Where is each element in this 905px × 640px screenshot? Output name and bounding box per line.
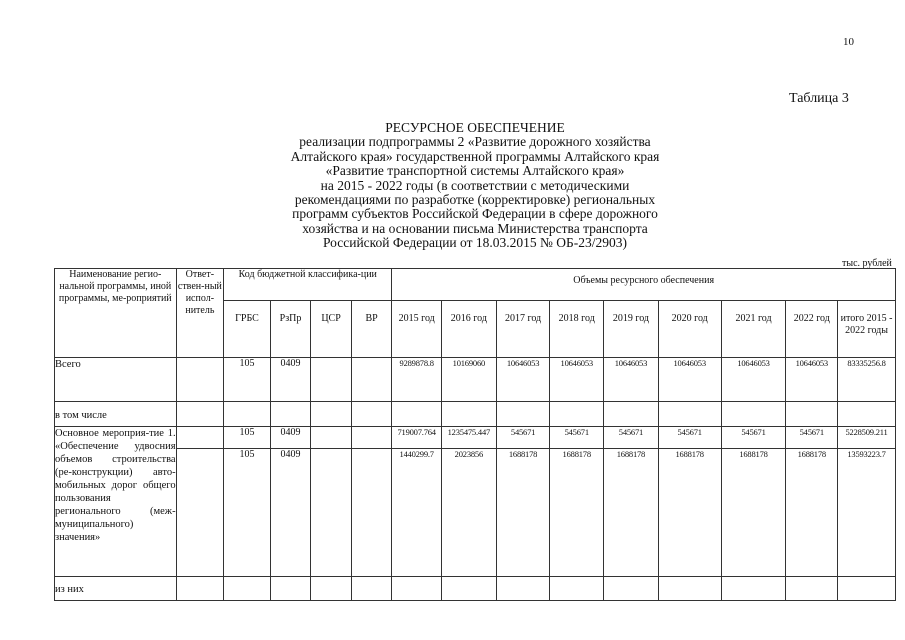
cell-2015: 1440299.7: [392, 449, 442, 577]
header-budget-code: Код бюджетной классифика-ции: [224, 269, 392, 301]
table-row: [55, 402, 896, 427]
header-year-2017: 2017 год: [496, 301, 550, 358]
cell-2020: 545671: [658, 427, 721, 449]
cell-2016: 10169060: [442, 358, 497, 402]
row-name: Всего: [55, 358, 177, 402]
row-name: из них: [55, 577, 177, 601]
header-name: Наименование регио-нальной программы, иной программы, ме-роприятий: [55, 269, 177, 358]
table-row: [55, 358, 896, 402]
cell-2016: 2023856: [442, 449, 497, 577]
cell-2022: 545671: [786, 427, 838, 449]
header-rzpr: РзПр: [270, 301, 311, 358]
row-grbs: 105: [224, 358, 271, 402]
page-number: 10: [843, 36, 854, 48]
row-rzpr: 0409: [270, 427, 311, 449]
cell-2019: 545671: [604, 427, 659, 449]
cell-2021: 10646053: [721, 358, 786, 402]
cell-2021: 545671: [721, 427, 786, 449]
cell-2016: 1235475.447: [442, 427, 497, 449]
cell-total: 83335256.8: [838, 358, 896, 402]
cell-total: 5228509.211: [838, 427, 896, 449]
row-responsible: [176, 449, 224, 577]
row-csr: [311, 358, 352, 402]
cell-total: 13593223.7: [838, 449, 896, 577]
table-row: [55, 449, 896, 577]
header-year-2021: 2021 год: [721, 301, 786, 358]
cell-2021: 1688178: [721, 449, 786, 577]
cell-2015: 9289878.8: [392, 358, 442, 402]
row-vr: [351, 449, 392, 577]
document-title: [230, 121, 720, 251]
cell-2017: 1688178: [496, 449, 550, 577]
title-line: программ субъектов Российской Федерации в сфере дорожного: [292, 206, 658, 222]
row-csr: [311, 427, 352, 449]
header-responsible: Ответ-ствен-ный испол-нитель: [176, 269, 224, 358]
row-responsible: [176, 358, 224, 402]
header-year-2022: 2022 год: [786, 301, 838, 358]
row-name: в том числе: [55, 402, 177, 427]
cell-2020: 10646053: [658, 358, 721, 402]
title-line: Алтайского края» государственной программы Алтайского края: [290, 148, 660, 164]
table-label: Таблица 3: [789, 91, 849, 106]
header-volumes: Объемы ресурсного обеспечения: [392, 269, 896, 301]
resource-table: [54, 268, 896, 601]
row-vr: [351, 427, 392, 449]
header-year-2016: 2016 год: [442, 301, 497, 358]
header-year-2019: 2019 год: [604, 301, 659, 358]
header-vr: ВР: [351, 301, 392, 358]
row-vr: [351, 358, 392, 402]
cell-2019: 10646053: [604, 358, 659, 402]
title-line: Российской Федерации от 18.03.2015 № ОБ-23/2903): [322, 235, 627, 251]
table-row: [55, 577, 896, 601]
header-year-2018: 2018 год: [550, 301, 604, 358]
cell-2020: 1688178: [658, 449, 721, 577]
title-line: РЕСУРСНОЕ ОБЕСПЕЧЕНИЕ: [385, 120, 565, 135]
header-total: итого 2015 - 2022 годы: [838, 301, 896, 358]
header-csr: ЦСР: [311, 301, 352, 358]
cell-2017: 545671: [496, 427, 550, 449]
title-line: рекомендациями по разработке (корректировке) региональных: [294, 192, 656, 208]
title-line: «Развитие транспортной системы Алтайского края»: [325, 163, 625, 179]
title-line: реализации подпрограммы 2 «Развитие дорожного хозяйства: [299, 134, 651, 150]
row-rzpr: 0409: [270, 449, 311, 577]
cell-2018: 10646053: [550, 358, 604, 402]
cell-2022: 1688178: [786, 449, 838, 577]
header-grbs: ГРБС: [224, 301, 271, 358]
row-grbs: 105: [224, 449, 271, 577]
row-grbs: 105: [224, 427, 271, 449]
row-name: Основное мероприя-тие 1. «Обеспечение удвосния объемов строительства (ре-конструкции) авто-мобильных дорог общего пользования регионального (меж-муниципального) значения»: [55, 427, 177, 577]
header-year-2015: 2015 год: [392, 301, 442, 358]
table-row: [55, 427, 896, 449]
header-year-2020: 2020 год: [658, 301, 721, 358]
row-csr: [311, 449, 352, 577]
units-note: тыс. рублей: [842, 258, 892, 269]
row-responsible: [176, 427, 224, 449]
title-line: на 2015 - 2022 годы (в соответствии с методическими: [320, 177, 630, 193]
title-line: хозяйства и на основании письма Министерства транспорта: [302, 220, 648, 236]
cell-2018: 545671: [550, 427, 604, 449]
cell-2017: 10646053: [496, 358, 550, 402]
row-rzpr: 0409: [270, 358, 311, 402]
cell-2019: 1688178: [604, 449, 659, 577]
cell-2015: 719007.764: [392, 427, 442, 449]
cell-2022: 10646053: [786, 358, 838, 402]
cell-2018: 1688178: [550, 449, 604, 577]
